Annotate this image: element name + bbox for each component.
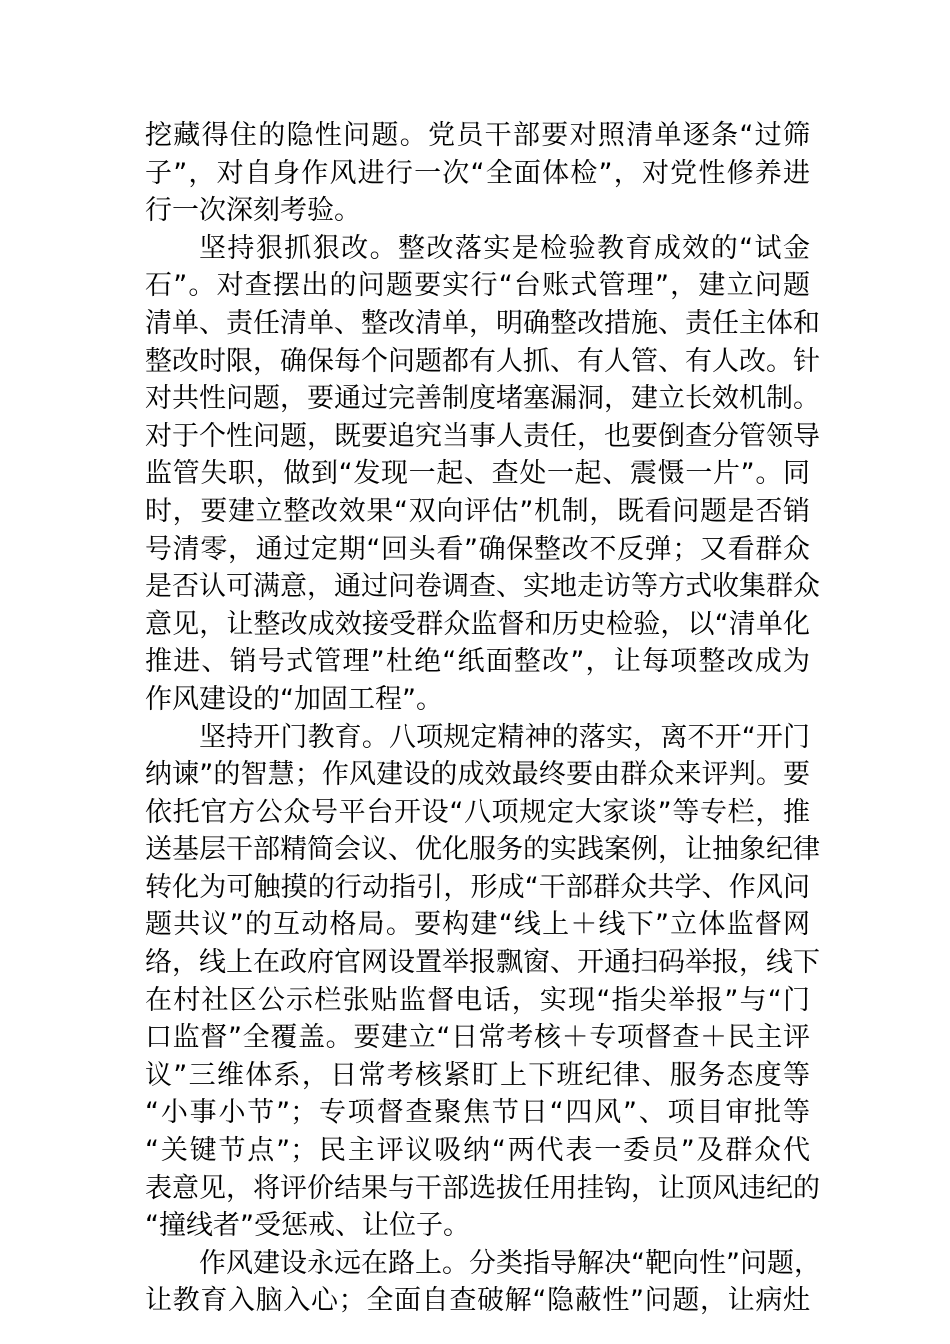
text-line: 推进、销号式管理”杜绝“纸面整改”，让每项整改成为 <box>145 646 810 678</box>
text-line: 时，要建立整改效果“双向评估”机制，既看问题是否销 <box>145 495 810 527</box>
paragraph-first-line: 坚持开门教育。八项规定精神的落实，离不开“开门 <box>199 721 810 753</box>
text-line: 意见，让整改成效接受群众监督和历史检验，以“清单化 <box>145 608 810 640</box>
text-line: “小事小节”；专项督查聚焦节日“四风”、项目审批等 <box>145 1097 810 1129</box>
text-line: 对于个性问题，既要追究当事人责任，也要倒查分管领导 <box>145 420 820 452</box>
text-line: 转化为可触摸的行动指引，形成“干部群众共学、作风问 <box>145 871 810 903</box>
text-line: 让教育入脑入心；全面自查破解“隐蔽性”问题，让病灶 <box>145 1285 810 1317</box>
text-line: 挖藏得住的隐性问题。党员干部要对照清单逐条“过筛 <box>145 120 810 151</box>
text-line: 对共性问题，要通过完善制度堵塞漏洞，建立长效机制。 <box>145 383 820 415</box>
document-body <box>145 117 821 1320</box>
text-line: “关键节点”；民主评议吸纳“两代表一委员”及群众代 <box>145 1135 810 1167</box>
text-line: 纳谏”的智慧；作风建设的成效最终要由群众来评判。要 <box>145 759 810 791</box>
text-line: “撞线者”受惩戒、让位子。 <box>145 1210 470 1242</box>
text-line: 送基层干部精简会议、优化服务的实践案例，让抽象纪律 <box>145 834 820 866</box>
text-line: 议”三维体系，日常考核紧盯上下班纪律、服务态度等 <box>145 1059 810 1091</box>
text-line: 作风建设的“加固工程”。 <box>145 683 443 715</box>
text-line: 子”，对自身作风进行一次“全面体检”，对党性修养进 <box>145 157 810 189</box>
text-line: 络，线上在政府官网设置举报飘窗、开通扫码举报，线下 <box>145 947 820 979</box>
text-line: 题共议”的互动格局。要构建“线上＋线下”立体监督网 <box>145 909 810 941</box>
text-line: 整改时限，确保每个问题都有人抓、有人管、有人改。针 <box>145 345 820 377</box>
text-line: 号清零，通过定期“回头看”确保整改不反弹；又看群众 <box>145 533 810 565</box>
paragraph-first-line: 作风建设永远在路上。分类指导解决“靶向性”问题， <box>199 1247 821 1279</box>
text-line: 石”。对查摆出的问题要实行“台账式管理”，建立问题 <box>145 270 810 302</box>
text-line: 依托官方公众号平台开设“八项规定大家谈”等专栏，推 <box>145 796 810 828</box>
text-line: 是否认可满意，通过问卷调查、实地走访等方式收集群众 <box>145 571 820 603</box>
text-line: 口监督”全覆盖。要建立“日常考核＋专项督查＋民主评 <box>145 1022 810 1054</box>
text-line: 监管失职，做到“发现一起、查处一起、震慑一片”。同 <box>145 458 810 490</box>
text-line: 在村社区公示栏张贴监督电话，实现“指尖举报”与“门 <box>145 984 810 1016</box>
text-line: 表意见，将评价结果与干部选拔任用挂钩，让顶风违纪的 <box>145 1172 820 1204</box>
paragraph-first-line: 坚持狠抓狠改。整改落实是检验教育成效的“试金 <box>199 232 810 264</box>
text-line: 清单、责任清单、整改清单，明确整改措施、责任主体和 <box>145 307 820 339</box>
text-line: 行一次深刻考验。 <box>145 195 361 227</box>
